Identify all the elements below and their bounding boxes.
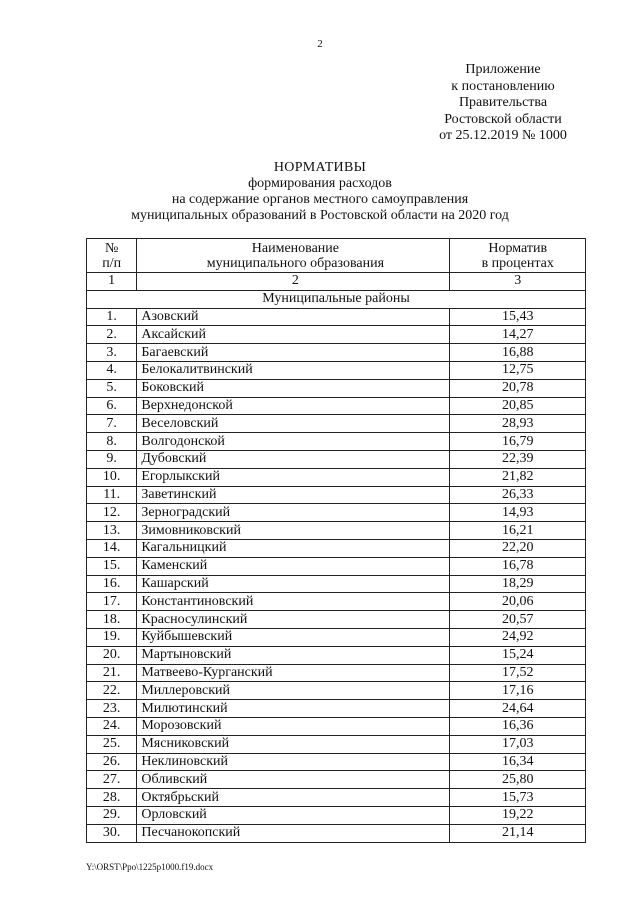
table-row [87,735,586,753]
table-row [87,806,586,824]
table-row [87,379,586,397]
row-number: 3. [87,344,137,362]
table-row [87,789,586,807]
table-row [87,326,586,344]
row-number: 12. [87,504,137,522]
section-row [87,290,586,308]
municipality-name: Кашарский [137,575,450,593]
municipality-name: Егорлыкский [137,468,450,486]
row-number: 22. [87,682,137,700]
row-number: 1. [87,308,137,326]
heading-line: муниципальных образований в Ростовской области на 2020 год [131,208,509,223]
table-row [87,468,586,486]
appendix-line: Приложение [465,62,541,77]
row-number: 4. [87,361,137,379]
file-path-footer: Y:\ORST\Ppo\1225p1000.f19.docx [86,862,214,872]
row-number: 19. [87,628,137,646]
norm-value: 16,79 [450,433,586,451]
table-row [87,753,586,771]
table-row [87,397,586,415]
municipality-name: Зимовниковский [137,522,450,540]
header-name-line: Наименование [251,240,340,256]
column-number-row [87,273,586,291]
table-row [87,824,586,842]
row-number: 8. [87,433,137,451]
municipality-name: Белокалитвинский [137,361,450,379]
municipality-name: Красносулинский [137,611,450,629]
norm-value: 20,57 [450,611,586,629]
municipality-name: Неклиновский [137,753,450,771]
municipality-name: Мясниковский [137,735,450,753]
municipality-name: Песчанокопский [137,824,450,842]
table-row [87,717,586,735]
table-row [87,664,586,682]
table-row [87,308,586,326]
norm-value: 16,88 [450,344,586,362]
municipality-name: Матвеево-Курганский [137,664,450,682]
norm-value: 24,64 [450,700,586,718]
row-number: 20. [87,646,137,664]
appendix-line: Правительства [458,95,548,110]
table-row [87,450,586,468]
municipality-name: Верхнедонской [137,397,450,415]
row-number: 11. [87,486,137,504]
municipality-name: Багаевский [137,344,450,362]
municipality-name: Кагальницкий [137,539,450,557]
row-number: 21. [87,664,137,682]
norm-value: 21,14 [450,824,586,842]
row-number: 28. [87,789,137,807]
table-row [87,433,586,451]
row-number: 6. [87,397,137,415]
municipality-name: Куйбышевский [137,628,450,646]
header-num-line: № [105,240,119,256]
table-row [87,646,586,664]
header-num [87,239,137,273]
table-row [87,361,586,379]
norm-value: 20,85 [450,397,586,415]
row-number: 16. [87,575,137,593]
norm-value: 17,16 [450,682,586,700]
table-row [87,486,586,504]
row-number: 27. [87,771,137,789]
norm-value: 14,93 [450,504,586,522]
norm-value: 19,22 [450,806,586,824]
page-number: 2 [317,38,323,50]
norm-value: 28,93 [450,415,586,433]
header-num-line: п/п [102,255,122,271]
appendix-line: Ростовской области [444,111,562,127]
table-header-row [87,239,586,273]
row-number: 26. [87,753,137,771]
municipality-name: Октябрьский [137,789,450,807]
appendix-block [418,62,588,145]
norm-value: 17,03 [450,735,586,753]
norm-value: 25,80 [450,771,586,789]
municipality-name: Заветинский [137,486,450,504]
norm-value: 21,82 [450,468,586,486]
municipality-name: Азовский [137,308,450,326]
norm-value: 24,92 [450,628,586,646]
table-row [87,628,586,646]
header-name-line: муниципального образования [206,255,385,271]
norm-value: 22,20 [450,539,586,557]
municipality-name: Мартыновский [137,646,450,664]
document-heading [0,160,640,224]
norm-value: 17,52 [450,664,586,682]
table-row [87,522,586,540]
row-number: 24. [87,717,137,735]
heading-line: на содержание органов местного самоуправления [171,192,469,207]
municipality-name: Миллеровский [137,682,450,700]
appendix-line: к постановлению [451,78,555,94]
municipality-name: Каменский [137,557,450,575]
header-value-line: Норматив [488,240,548,256]
table-row [87,344,586,362]
municipality-name: Аксайский [137,326,450,344]
header-value [450,239,586,273]
row-number: 5. [87,379,137,397]
section-title: Муниципальные районы [87,290,586,308]
norm-value: 15,73 [450,789,586,807]
row-number: 2. [87,326,137,344]
norms-table [86,238,586,843]
municipality-name: Константиновский [137,593,450,611]
row-number: 14. [87,539,137,557]
norm-value: 16,21 [450,522,586,540]
municipality-name: Дубовский [137,450,450,468]
row-number: 25. [87,735,137,753]
row-number: 18. [87,611,137,629]
table-row [87,557,586,575]
table-row [87,682,586,700]
row-number: 30. [87,824,137,842]
norm-value: 15,43 [450,308,586,326]
table-row [87,415,586,433]
heading-line: формирования расходов [248,176,392,191]
norm-value: 14,27 [450,326,586,344]
column-number: 2 [137,273,450,291]
table-row [87,611,586,629]
table-row [87,504,586,522]
norm-value: 15,24 [450,646,586,664]
municipality-name: Зерноградский [137,504,450,522]
row-number: 15. [87,557,137,575]
norm-value: 18,29 [450,575,586,593]
table-row [87,575,586,593]
norm-value: 12,75 [450,361,586,379]
table-row [87,771,586,789]
row-number: 13. [87,522,137,540]
column-number: 1 [87,273,137,291]
row-number: 7. [87,415,137,433]
table-row [87,700,586,718]
row-number: 9. [87,450,137,468]
municipality-name: Милютинский [137,700,450,718]
norm-value: 26,33 [450,486,586,504]
municipality-name: Морозовский [137,717,450,735]
document-title: НОРМАТИВЫ [273,160,367,175]
row-number: 23. [87,700,137,718]
header-value-line: в процентах [481,255,554,271]
table-row [87,539,586,557]
norm-value: 22,39 [450,450,586,468]
norm-value: 16,34 [450,753,586,771]
row-number: 10. [87,468,137,486]
column-number: 3 [450,273,586,291]
row-number: 29. [87,806,137,824]
municipality-name: Боковский [137,379,450,397]
appendix-line: от 25.12.2019 № 1000 [439,128,567,143]
row-number: 17. [87,593,137,611]
municipality-name: Орловский [137,806,450,824]
norm-value: 16,36 [450,717,586,735]
norm-value: 16,78 [450,557,586,575]
header-name [137,239,450,273]
municipality-name: Обливский [137,771,450,789]
norm-value: 20,78 [450,379,586,397]
norm-value: 20,06 [450,593,586,611]
municipality-name: Веселовский [137,415,450,433]
municipality-name: Волгодонской [137,433,450,451]
table-row [87,593,586,611]
